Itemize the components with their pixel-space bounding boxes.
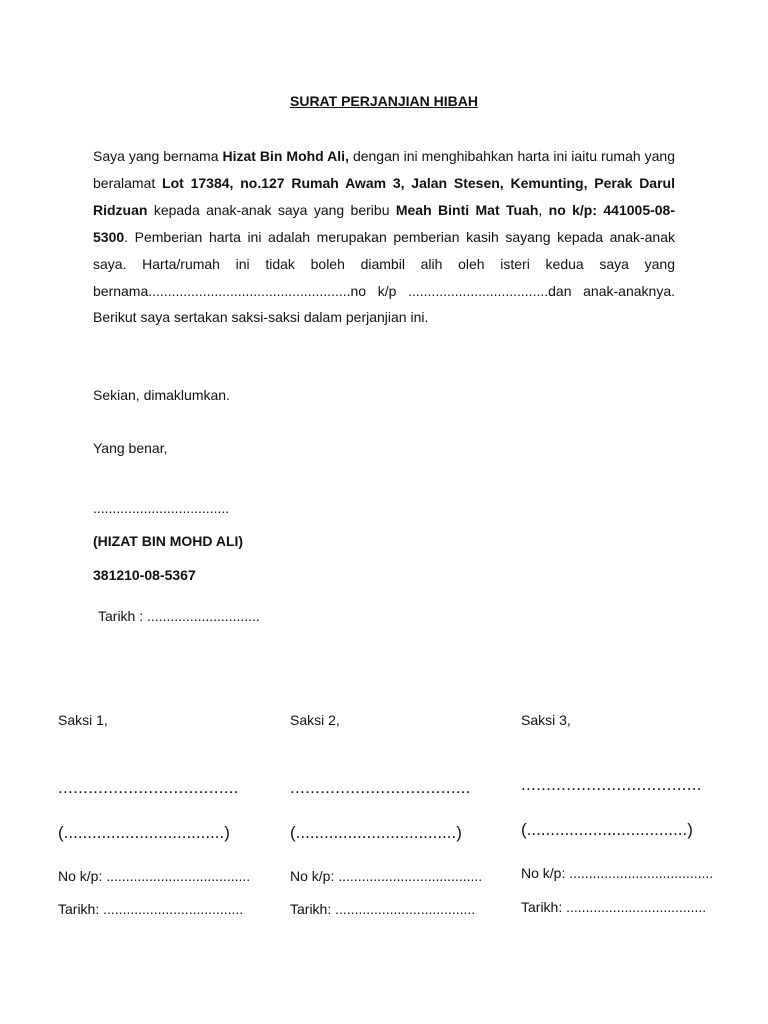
witness-label: Saksi 2, (290, 712, 340, 728)
paragraph-text-5: . Pemberian harta ini adalah merupakan pemberian kasih sayang kepada anak-anak saya. Harta/rumah ini tidak boleh diambil alih oleh isteri kedua saya yang bernama....................................................no k/p ....................................dan anak-anaknya. Berikut saya sertakan saksi-saksi dalam perjanjian ini. (93, 228, 675, 326)
witness-date-line: Tarikh: .................................... (290, 901, 476, 917)
signer-ic-number: 381210-08-5367 (93, 567, 196, 583)
witness-ic-line: No k/p: ..................................... (290, 868, 483, 884)
witness-date-line: Tarikh: .................................... (521, 899, 707, 915)
witness-ic-line: No k/p: ..................................... (58, 868, 251, 884)
paragraph-text-4: , (538, 201, 549, 218)
property-address: Lot 17384, no.127 Rumah Awam 3, Jalan Stesen, Kemunting, Perak Darul Ridzuan (93, 174, 675, 218)
signer-name: (HIZAT BIN MOHD ALI) (93, 533, 244, 549)
document-title: SURAT PERJANJIAN HIBAH (290, 93, 478, 109)
mother-name: Meah Binti Mat Tuah (395, 201, 539, 218)
agreement-paragraph (93, 143, 675, 331)
yang-benar-text: Yang benar, (93, 440, 168, 456)
signer-date-line: Tarikh : ............................. (98, 608, 260, 624)
witness-label: Saksi 1, (58, 712, 108, 728)
paragraph-text-2: dengan ini menghibahkan harta ini iaitu rumah yang beralamat (93, 148, 675, 191)
signature-line: ................................... (93, 500, 230, 516)
grantor-name: Hizat Bin Mohd Ali, (222, 148, 349, 164)
witness-signature-line: .................................... (521, 775, 702, 794)
witness-name-line: (..................................) (290, 823, 462, 842)
paragraph-text-3: kepada anak-anak saya yang beribu (147, 201, 396, 218)
witness-signature-line: .................................... (58, 778, 239, 797)
witness-label: Saksi 3, (521, 712, 571, 728)
witness-signature-line: .................................... (290, 778, 471, 797)
closing-text: Sekian, dimaklumkan. (93, 387, 230, 403)
witness-name-line: (..................................) (58, 823, 230, 842)
witness-ic-line: No k/p: ..................................... (521, 865, 714, 881)
paragraph-text-1: Saya yang bernama (93, 148, 223, 164)
document-title-container (0, 93, 768, 109)
witness-date-line: Tarikh: .................................... (58, 901, 244, 917)
witness-name-line: (..................................) (521, 820, 693, 839)
mother-ic: no k/p: 441005-08-5300 (93, 201, 676, 245)
